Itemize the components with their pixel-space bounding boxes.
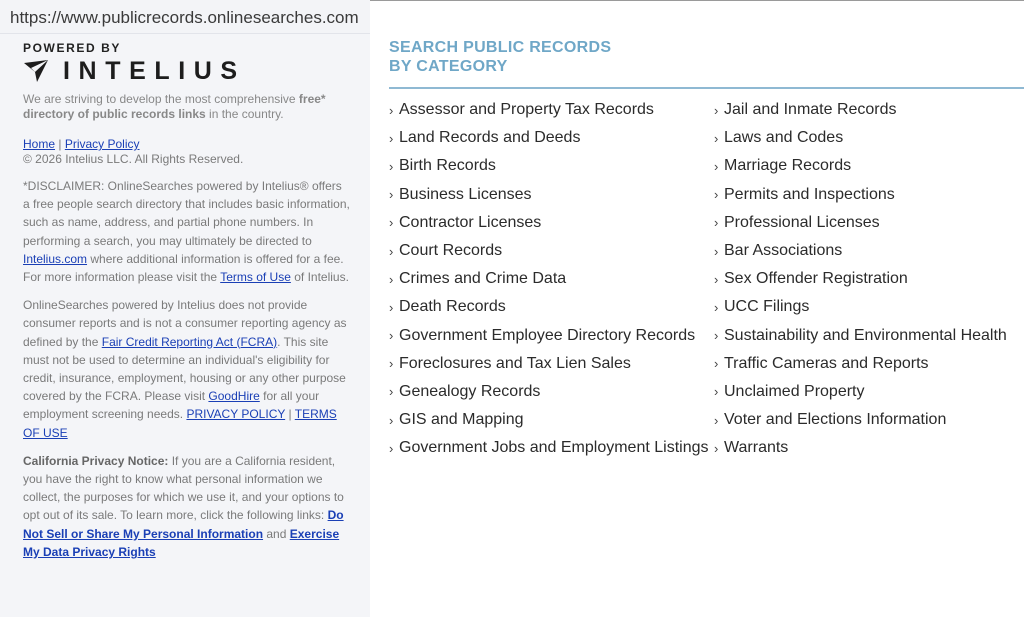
category-link[interactable] <box>714 181 1024 209</box>
fcra-link[interactable]: Fair Credit Reporting Act (FCRA) <box>101 334 278 349</box>
chevron-right-icon: › <box>714 328 719 344</box>
intelius-logo-icon <box>23 59 49 83</box>
terms-of-use-link[interactable]: Terms of Use <box>220 270 291 285</box>
goodhire-link[interactable]: GoodHire <box>208 389 260 404</box>
category-label: Voter and Elections Information <box>724 411 947 429</box>
category-label: Court Records <box>399 242 503 260</box>
address-bar[interactable] <box>0 0 370 34</box>
category-link[interactable] <box>714 350 1024 378</box>
category-label: Bar Associations <box>724 242 843 260</box>
chevron-right-icon: › <box>389 158 394 174</box>
privacy-policy-caps-link[interactable]: PRIVACY POLICY <box>186 407 286 422</box>
category-label: Land Records and Deeds <box>399 129 581 147</box>
category-link[interactable] <box>389 434 714 462</box>
fcra-text-end: for all your employment screening needs. <box>23 389 320 422</box>
category-label: Government Jobs and Employment Listings <box>399 439 709 457</box>
exercise-rights-link[interactable]: Exercise My Data Privacy Rights <box>23 526 340 559</box>
category-link[interactable] <box>714 406 1024 434</box>
category-link[interactable] <box>714 293 1024 321</box>
category-link[interactable] <box>714 434 1024 462</box>
disclaimer <box>23 177 350 286</box>
disclaimer-text-end: of Intelius. <box>290 270 349 285</box>
disclaimer-text-mid: where additional information is offered for a fee. For more information please visit the <box>23 251 344 285</box>
category-label: Traffic Cameras and Reports <box>724 354 929 372</box>
category-link[interactable] <box>714 209 1024 237</box>
category-label: Government Employee Directory Records <box>399 326 696 344</box>
chevron-right-icon: › <box>714 102 719 118</box>
heading-line-1: SEARCH PUBLIC RECORDS <box>389 39 612 56</box>
category-label: Jail and Inmate Records <box>724 101 897 119</box>
category-link[interactable] <box>389 152 714 180</box>
california-text: If you are a California resident, you have the right to know what personal information we collect, the purposes for which we use it, and your options to opt out of its sale. To learn more, click the following links: <box>23 453 344 523</box>
do-not-sell-link[interactable]: Do Not Sell or Share My Personal Information <box>23 508 344 541</box>
chevron-right-icon: › <box>714 130 719 146</box>
category-link[interactable] <box>389 237 714 265</box>
category-label: Sex Offender Registration <box>724 270 908 288</box>
chevron-right-icon: › <box>389 102 394 118</box>
category-label: Laws and Codes <box>724 129 844 147</box>
top-divider <box>370 0 1024 1</box>
chevron-right-icon: › <box>389 299 394 315</box>
category-link[interactable] <box>389 406 714 434</box>
home-link[interactable]: Home <box>23 137 56 151</box>
category-label: Business Licenses <box>399 185 532 203</box>
sidebar <box>0 34 370 617</box>
intelius-logo-text: INTELIUS <box>63 57 246 85</box>
category-label: Genealogy Records <box>399 382 541 400</box>
category-label: Permits and Inspections <box>724 185 895 203</box>
chevron-right-icon: › <box>714 384 719 400</box>
category-label: UCC Filings <box>724 298 810 316</box>
california-and: and <box>263 526 290 541</box>
category-link[interactable] <box>714 237 1024 265</box>
chevron-right-icon: › <box>714 440 719 456</box>
tagline-bold: free* directory of public records links <box>23 92 326 121</box>
chevron-right-icon: › <box>714 215 719 231</box>
category-link[interactable] <box>714 96 1024 124</box>
category-label: Assessor and Property Tax Records <box>399 101 654 119</box>
fcra-text: OnlineSearches powered by Intelius does not provide consumer reports and is not a consumer reporting agency as defined by the <box>23 298 347 349</box>
url-text: https://www.publicrecords.onlinesearches.com <box>10 8 359 27</box>
category-label: Warrants <box>724 439 789 457</box>
chevron-right-icon: › <box>389 187 394 203</box>
category-label: Crimes and Crime Data <box>399 270 567 288</box>
category-label: GIS and Mapping <box>399 411 524 429</box>
category-label: Sustainability and Environmental Health <box>724 326 1007 344</box>
heading-divider <box>389 87 1024 89</box>
fcra-separator: | <box>288 407 292 422</box>
chevron-right-icon: › <box>714 187 719 203</box>
chevron-right-icon: › <box>714 158 719 174</box>
category-label: Contractor Licenses <box>399 213 542 231</box>
chevron-right-icon: › <box>389 384 394 400</box>
link-separator: | <box>58 137 62 151</box>
chevron-right-icon: › <box>389 271 394 287</box>
category-link[interactable] <box>714 265 1024 293</box>
chevron-right-icon: › <box>389 356 394 372</box>
chevron-right-icon: › <box>714 412 719 428</box>
heading-line-2: BY CATEGORY <box>389 58 508 75</box>
chevron-right-icon: › <box>389 412 394 428</box>
category-label: Birth Records <box>399 157 496 175</box>
chevron-right-icon: › <box>389 130 394 146</box>
category-column-left <box>389 96 714 462</box>
category-link[interactable] <box>714 124 1024 152</box>
category-heading <box>389 38 1024 76</box>
footer-links <box>23 137 350 167</box>
privacy-policy-link[interactable]: Privacy Policy <box>64 137 140 151</box>
category-link[interactable] <box>389 96 714 124</box>
terms-of-use-caps-link[interactable]: TERMS OF USE <box>23 407 337 440</box>
california-notice <box>23 452 350 561</box>
copyright: © 2026 Intelius LLC. All Rights Reserved. <box>23 152 244 166</box>
category-link[interactable] <box>389 181 714 209</box>
tagline-text: We are striving to develop the most comprehensive <box>23 92 299 106</box>
chevron-right-icon: › <box>714 271 719 287</box>
category-link[interactable] <box>389 350 714 378</box>
category-link[interactable] <box>389 322 714 350</box>
powered-by-label: POWERED BY <box>23 41 122 55</box>
disclaimer-text: *DISCLAIMER: OnlineSearches powered by Intelius® offers a free people search directory that includes basic information, such as name, address, and partial phone numbers. In performing a search, you may ultimately be directed to <box>23 179 350 248</box>
category-label: Marriage Records <box>724 157 852 175</box>
intelius-link[interactable]: Intelius.com <box>23 251 88 266</box>
category-column-right <box>714 96 1024 462</box>
chevron-right-icon: › <box>389 215 394 231</box>
california-label: California Privacy Notice: <box>23 453 169 468</box>
chevron-right-icon: › <box>714 243 719 259</box>
category-link[interactable] <box>389 265 714 293</box>
category-label: Professional Licenses <box>724 213 880 231</box>
category-link[interactable] <box>714 378 1024 406</box>
category-link[interactable] <box>714 322 1024 350</box>
intelius-logo[interactable] <box>23 58 350 84</box>
category-link[interactable] <box>714 152 1024 180</box>
category-link[interactable] <box>389 209 714 237</box>
chevron-right-icon: › <box>389 243 394 259</box>
fcra-notice <box>23 296 350 442</box>
category-label: Foreclosures and Tax Lien Sales <box>399 354 631 372</box>
category-link[interactable] <box>389 378 714 406</box>
tagline <box>23 92 350 122</box>
tagline-end: in the country. <box>205 107 284 121</box>
chevron-right-icon: › <box>389 328 394 344</box>
fcra-text-mid: . This site must not be used to determine an individual's eligibility for credit, insurance, employment, housing or any other purpose covered by the FCRA. Please visit <box>23 334 346 404</box>
category-label: Death Records <box>399 298 506 316</box>
category-link[interactable] <box>389 293 714 321</box>
category-link[interactable] <box>389 124 714 152</box>
category-label: Unclaimed Property <box>724 382 865 400</box>
category-list <box>389 96 1024 462</box>
chevron-right-icon: › <box>714 299 719 315</box>
chevron-right-icon: › <box>389 440 394 456</box>
chevron-right-icon: › <box>714 356 719 372</box>
